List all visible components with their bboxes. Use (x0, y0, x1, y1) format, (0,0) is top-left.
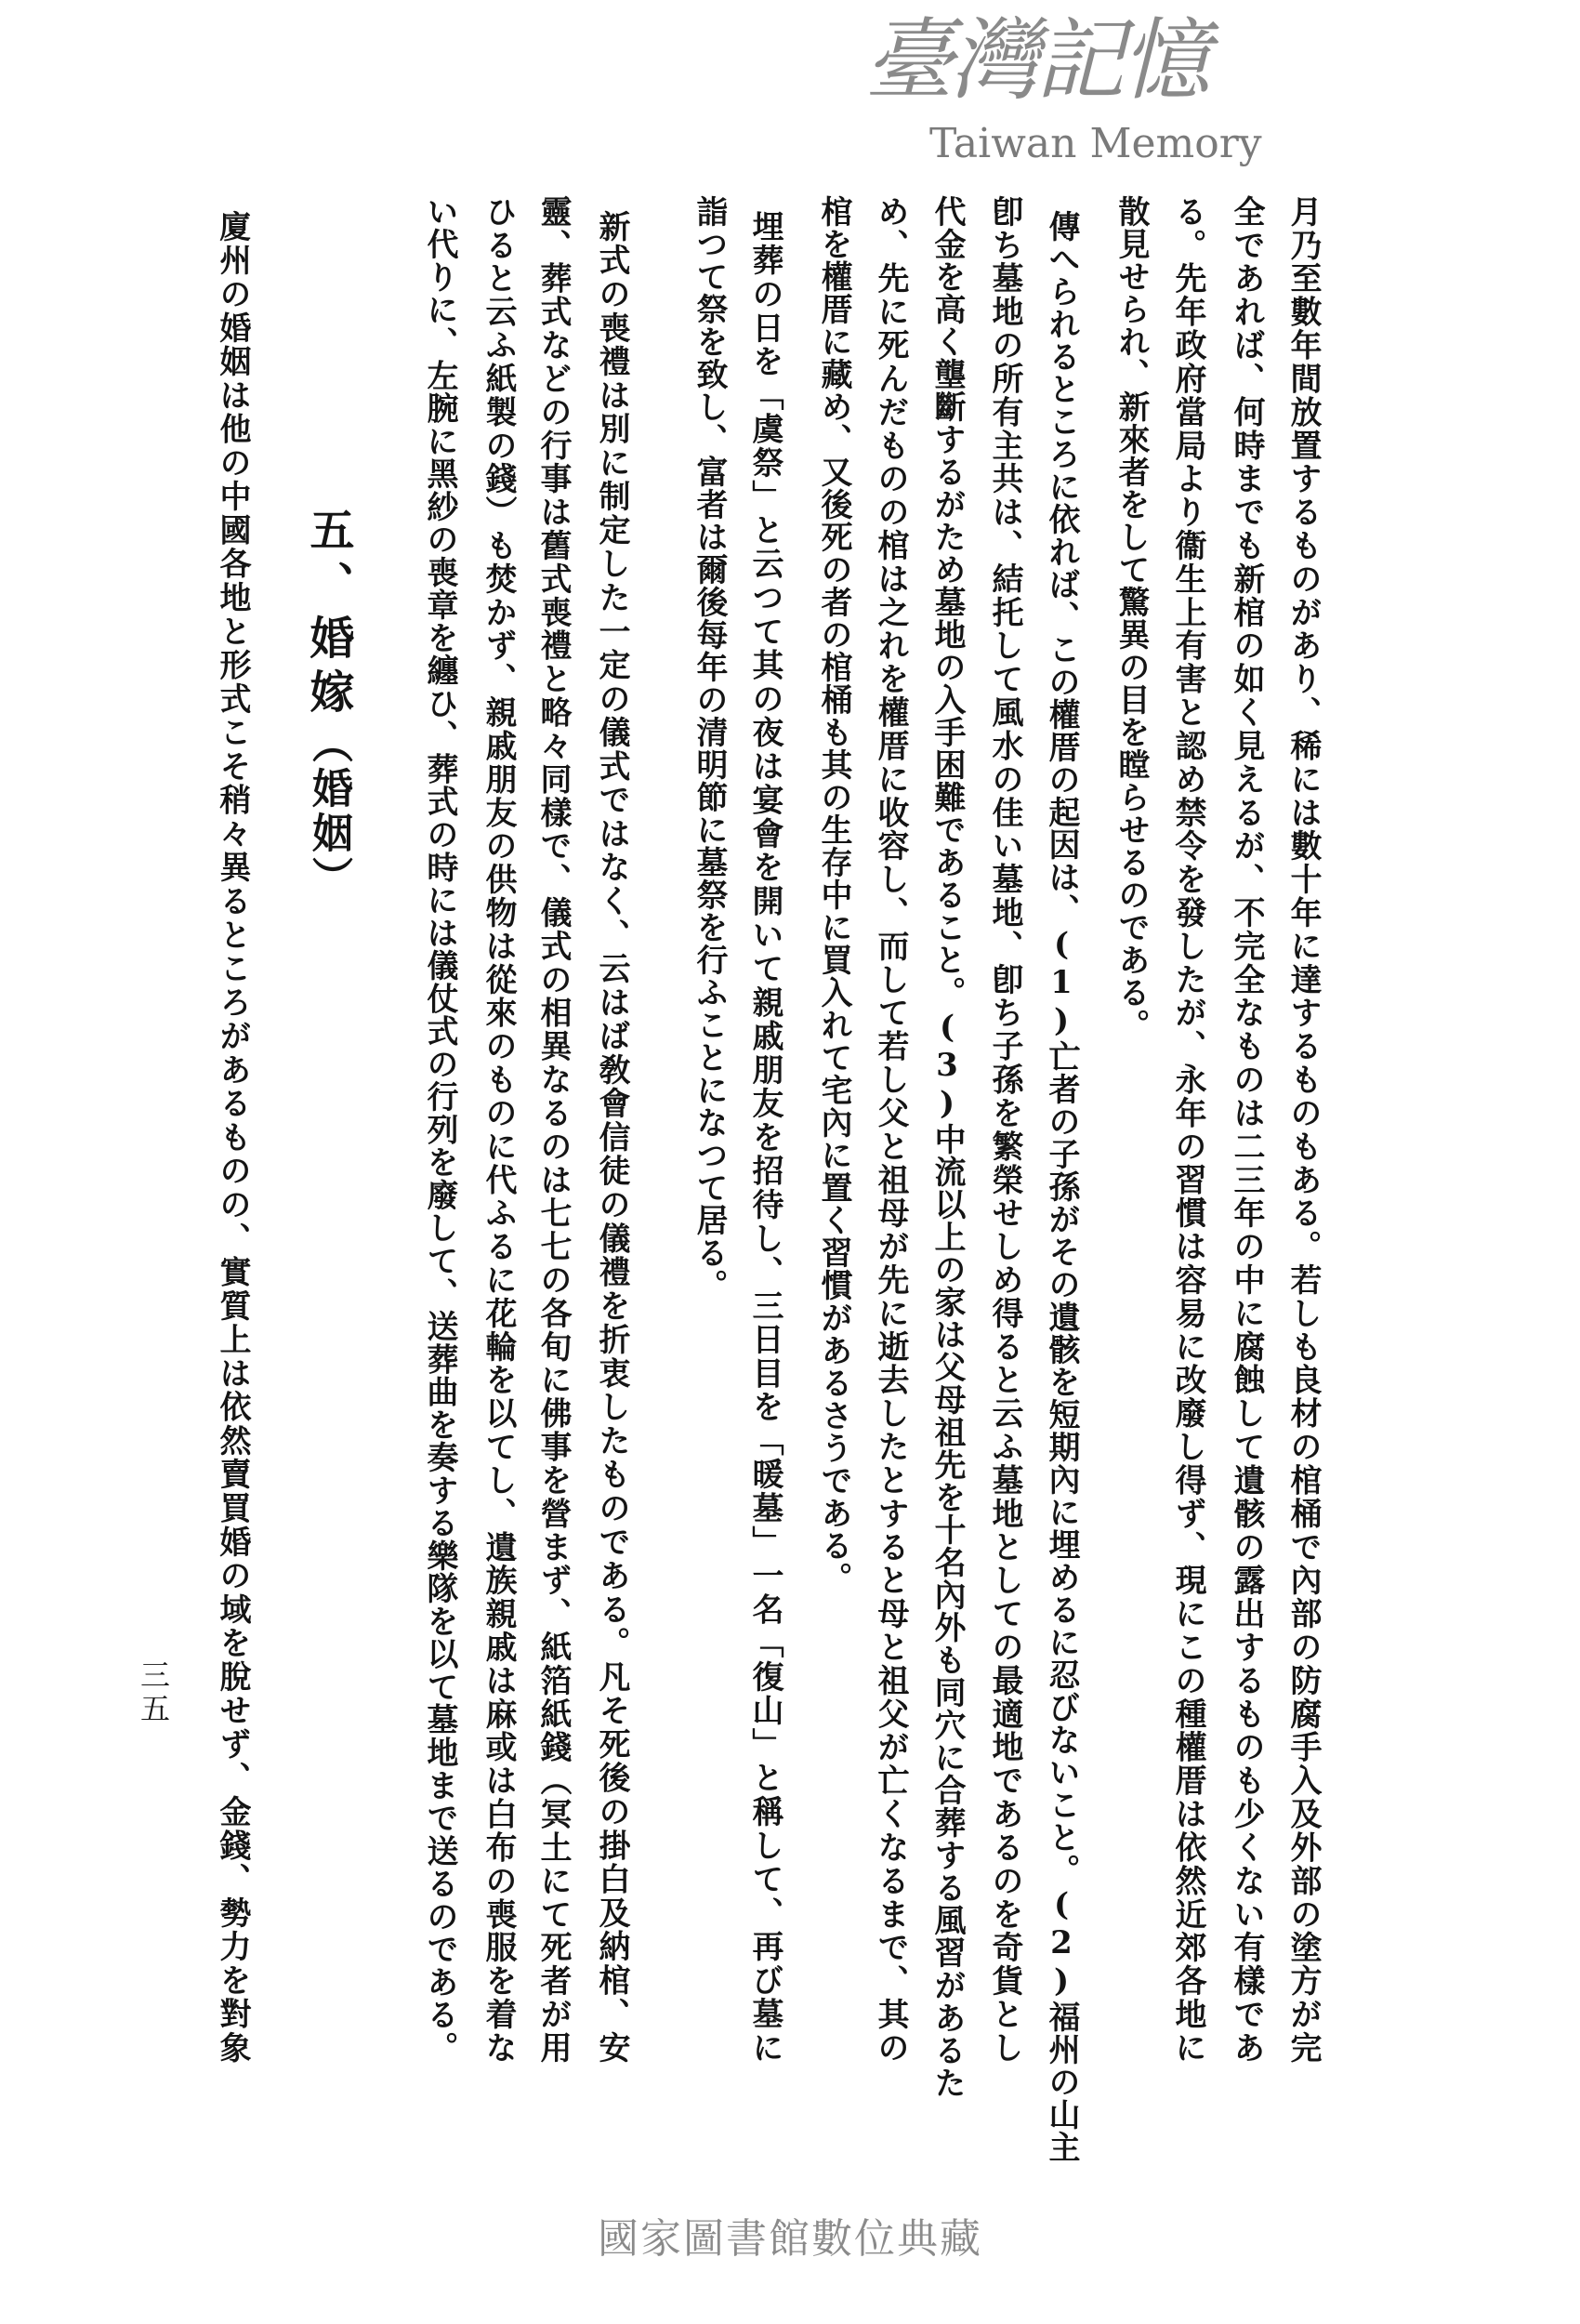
page-number: 三五 (136, 1659, 171, 1726)
text-column: 月乃至數年間放置するものがあり、稀には數十年に達するものもある。若しも良材の棺桶で內部の防腐手入及外部の塗方が完 (1284, 195, 1322, 2064)
text-column: 棺を權厝に藏め、又後死の者の棺桶も其の生存中に買入れて宅內に置く習慣があるさうである。 (815, 195, 852, 1594)
section-subtitle: （婚姻） (305, 722, 352, 901)
text-column: 廈州の婚姻は他の中國各地と形式こそ稍々異るところがあるものの、實質上は依然賣買婚の域を脫せず、金錢、勢力を對象 (214, 210, 251, 2065)
watermark-logo (864, 9, 1292, 186)
archive-footer: 國家圖書館數位典藏 (598, 2215, 982, 2263)
text-column: 卽ち墓地の所有主共は、結托して風水の佳い墓地、卽ち子孫を繁榮せしめ得ると云ふ墓地としての最適地であるのを奇貨とし (986, 195, 1023, 2064)
text-column: い代りに、左腕に黑紗の喪章を纏ひ、葬式の時には儀仗式の行列を廢して、送葬曲を奏する樂隊を以て墓地まで送るのである。 (421, 195, 458, 2064)
watermark-en: Taiwan Memory (929, 120, 1262, 167)
text-column: 靈、葬式などの行事は舊式喪禮と略々同樣で、儀式の相異なるのは七七の各旬に佛事を營まず、紙箔紙錢（冥土にて死者が用 (534, 195, 572, 2064)
text-column: る。先年政府當局より衞生上有害と認め禁令を發したが、永年の習慣は容易に改廢し得ず、現にこの種權厝は依然近郊各地に (1169, 195, 1206, 2064)
text-column: 傳へられるところに依れば、この權厝の起因は、(1)亡者の子孫がその遺骸を短期內に埋めるに忍びないこと。(2)福州の山主 (1043, 210, 1080, 2163)
text-column: 全であれば、何時までも新棺の如く見えるが、不完全なものは二三年の中に腐蝕して遺骸の露出するものも少くない有樣であ (1228, 195, 1265, 2064)
section-title: 五、婚嫁 (302, 507, 354, 722)
section-heading (299, 507, 357, 901)
text-column: め、先に死んだものの棺は之れを權厝に收容し、而して若し父と祖母が先に逝去したとすると母と祖父が亡くなるまで、其の (872, 195, 909, 2064)
text-column: 新式の喪禮は別に制定した一定の儀式ではなく、云はば敎會信徒の儀禮を折衷したものである。凡そ死後の掛白及納棺、安 (593, 210, 630, 2064)
text-column: ひると云ふ紙製の錢）も焚かず、親戚朋友の供物は從來のものに代ふるに花輪を以てし、遺族親戚は麻或は白布の喪服を着な (480, 195, 517, 2064)
text-column: 詣つて祭を致し、富者は爾後每年の清明節に墓祭を行ふことになつて居る。 (691, 195, 728, 1301)
text-column: 埋葬の日を「虞祭」と云つて其の夜は宴會を開いて親戚朋友を招待し、三日目を「暖墓」一名「復山」と稱して、再び墓に (746, 210, 783, 2064)
watermark-cjk: 臺灣記憶 (864, 8, 1206, 112)
text-column: 散見せられ、新來者をして驚異の目を瞠らせるのである。 (1113, 195, 1150, 1041)
text-column: 代金を高く壟斷するがため墓地の入手困難であること。(3)中流以上の家は父母祖先を十名內外も同穴に合葬する風習があるた (928, 195, 966, 2099)
